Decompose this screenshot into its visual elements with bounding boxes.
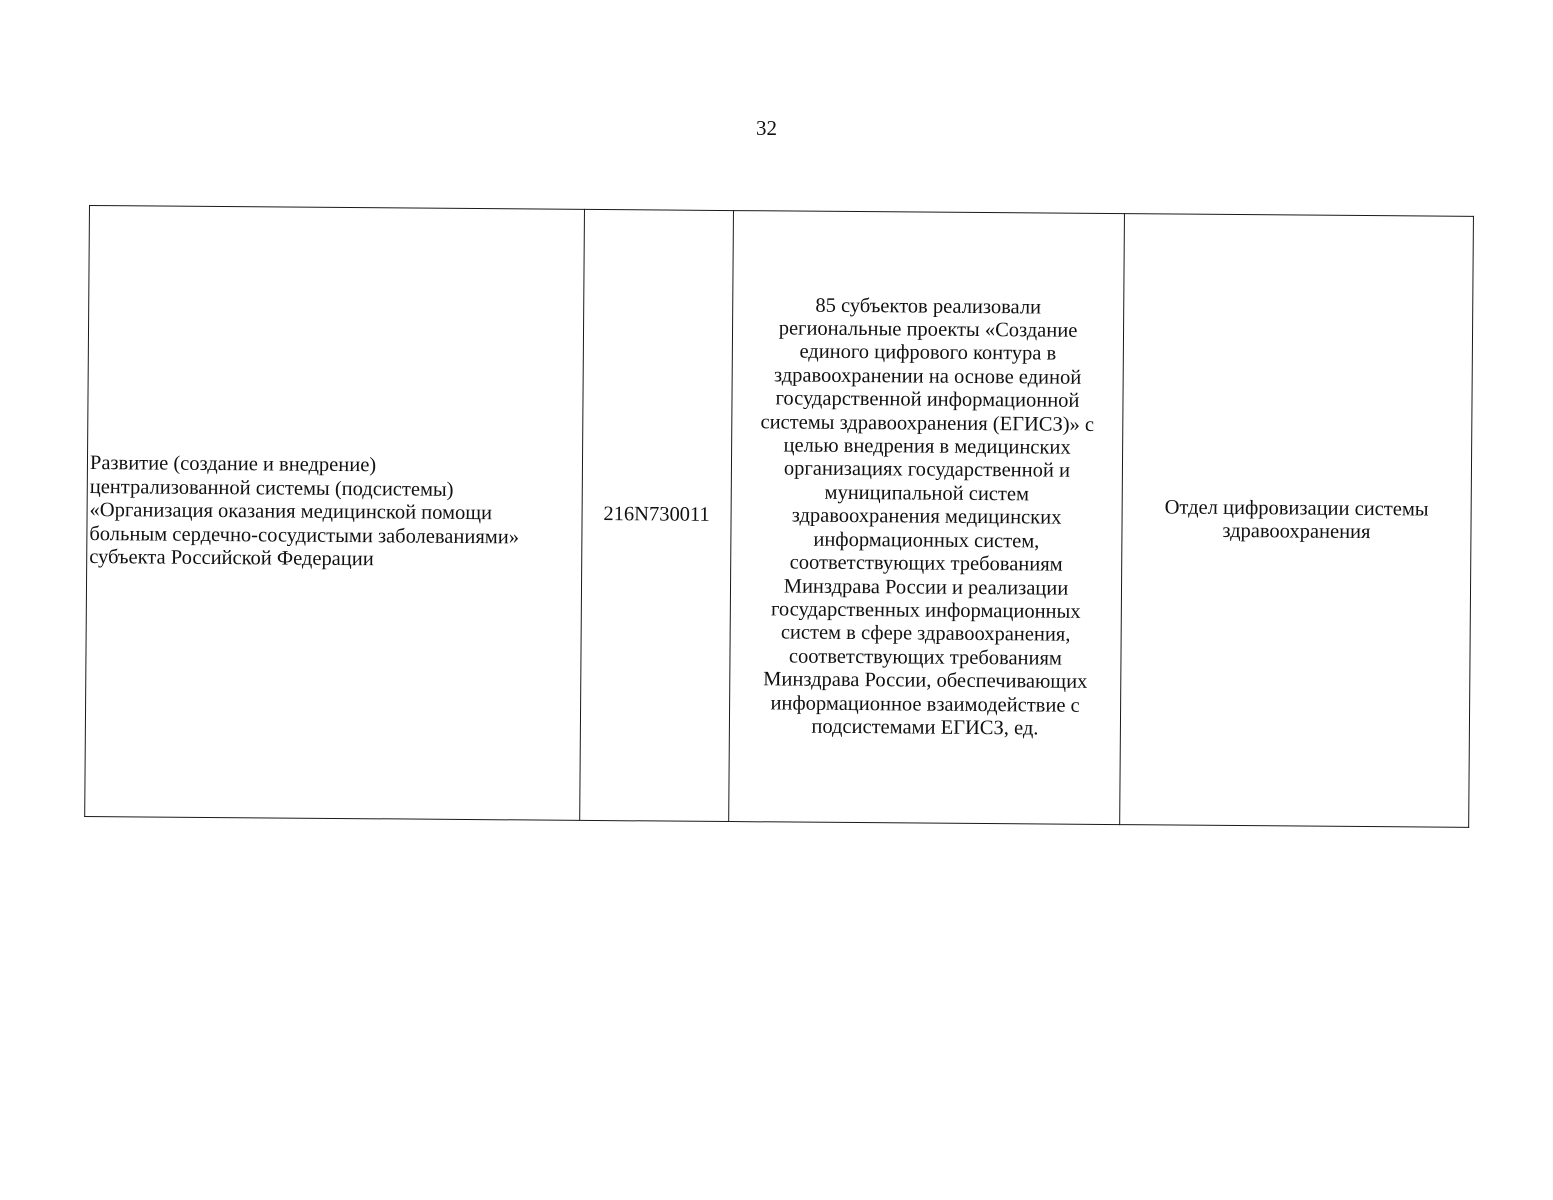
indicator-line: здравоохранения медицинских [791,504,1062,529]
indicator-line: региональные проекты «Создание [778,317,1078,342]
page-number: 32 [756,116,777,140]
measure-name-line: централизованной системы (подсистемы) [89,475,454,501]
indicator-line: единого цифрового контура в [799,341,1057,366]
indicator-line: организациях государственной и [783,457,1071,483]
indicator-line: здравоохранении на основе единой [773,364,1082,389]
measure-code-cell [580,209,734,821]
indicator-line: соответствующих требованиям [788,645,1063,670]
indicator-line: 85 субъектов реализовали [815,294,1042,319]
indicator-line: соответствующих требованиям [789,551,1063,576]
indicator-cell [729,211,1125,825]
indicator-line: систем в сфере здравоохранения, [780,621,1071,647]
indicator-line: подсистемами ЕГИСЗ, ед. [811,715,1039,740]
measure-name-line: субъекта Российской Федерации [89,546,374,571]
table-row [85,206,1474,828]
indicator-line: государственной информационной [775,387,1080,413]
indicator-line: системы здравоохранения (ЕГИСЗ)» с [760,410,1095,436]
measure-name-line: Развитие (создание и внедрение) [89,452,377,477]
measure-name-cell [85,206,585,821]
measure-name-line: больным сердечно-сосудистыми заболеваниями» [89,522,520,549]
responsible-department-cell [1120,214,1474,828]
indicator-line: информационное взаимодействие с [770,691,1080,717]
measures-table [84,205,1474,828]
indicator-line: Минздрава России, обеспечивающих [763,668,1088,693]
indicator-line: целью внедрения в медицинских [783,434,1071,459]
department-line: Отдел цифровизации системы [1164,496,1429,521]
indicator-line: государственных информационных [770,598,1081,623]
indicator-line: информационных систем, [813,528,1040,553]
measure-name-line: «Организация оказания медицинской помощи [89,499,493,525]
indicator-line: муниципальной систем [824,481,1030,506]
measure-code: 216N730011 [603,503,710,527]
department-line: здравоохранения [1222,519,1371,544]
indicator-line: Минздрава России и реализации [783,574,1069,600]
